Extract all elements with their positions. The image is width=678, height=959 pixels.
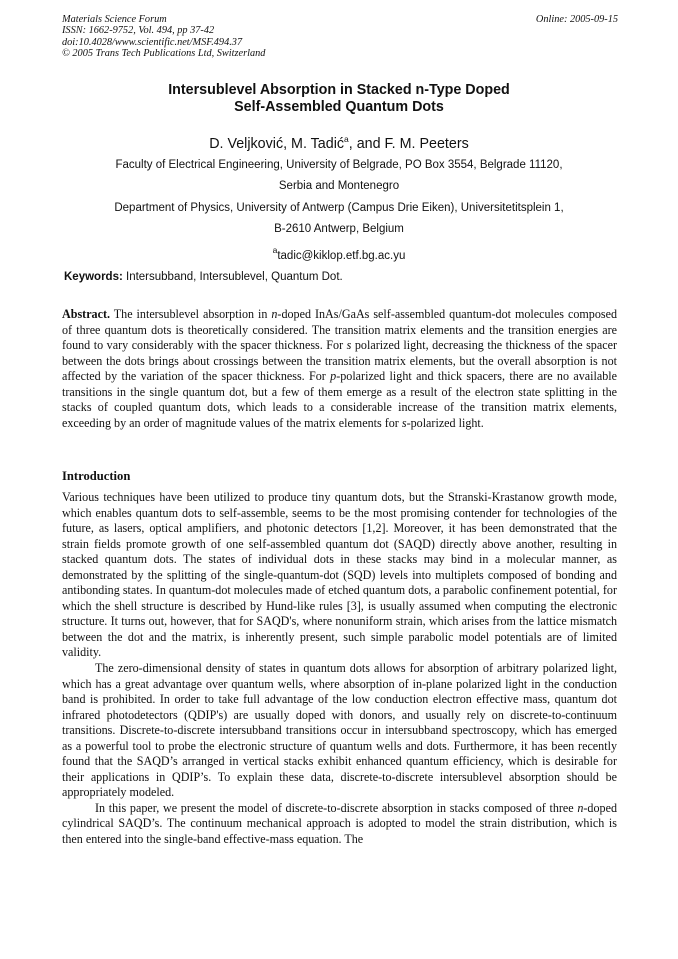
abstract-text-1: The intersublevel absorption in	[113, 307, 272, 321]
title-line-1: Intersublevel Absorption in Stacked n-Type Doped	[168, 82, 510, 98]
abstract-text-3: polarized light, decreasing the thickness of the spacer between the dots brings about crossings between the transition matrix elements, but the overall absorption is not affected by the variation of the spacer thickness. For	[62, 338, 617, 384]
intro-paragraph-3	[62, 801, 617, 848]
abstract-text-2: -doped InAs/GaAs self-assembled quantum-dot molecules composed of three quantum dots is theoretically considered. The transition matrix elements and the transition energies are found to vary considerably with the spacer thickness. For	[62, 307, 617, 353]
abstract-italic-n: n	[271, 307, 278, 321]
introduction-heading: Introduction	[62, 469, 131, 483]
abstract-italic-p: p	[330, 369, 337, 384]
email-superscript: a	[272, 245, 278, 256]
author-email[interactable]: tadic@kiklop.etf.bg.ac.yu	[277, 250, 406, 263]
affiliation-line-1: Faculty of Electrical Engineering, University of Belgrade, PO Box 3554, Belgrade 11120,	[115, 159, 563, 171]
issn-line: ISSN: 1662-9752, Vol. 494, pp 37-42	[62, 25, 215, 37]
paper-title	[62, 82, 616, 116]
intro-p3-text-1: In this paper, we present the model of discrete-to-discrete absorption in stacks composed of three	[95, 800, 578, 815]
abstract-text-5: -polarized light.	[406, 415, 484, 430]
affiliations	[62, 155, 616, 267]
keywords-line	[64, 270, 618, 284]
doi-line[interactable]: doi:10.4028/www.scientific.net/MSF.494.37	[62, 36, 243, 48]
intro-paragraph-2: The zero-dimensional density of states in quantum dots allows for absorption of arbitrary polarized light, which has a great advantage over quantum wells, where absorption of in-plane polarized light in the conduction band is prohibited. In order to take full advantage of the low conduction electron effective mass, quantum dot infrared photodetectors (QDIP's) are usually doped with donors, and usually rely on discrete-to-continuum transitions. Discrete-to-discrete intersubband transitions occur in intersubband spectroscopy, which has emerged as a powerful tool to probe the electronic structure of quantum wells and dots. Furthermore, it has been recently found that the SAQD’s arranged in vertical stacks exhibit enhanced quantum efficiency, which is desirable for their applications in QDIP’s. To explain these data, discrete-to-discrete intersublevel absorption should be appropriately modeled.	[62, 661, 617, 800]
keywords-text: Intersubband, Intersublevel, Quantum Dot.	[126, 271, 343, 283]
authors-part-2: , and F. M. Peeters	[348, 136, 469, 152]
affiliation-line-4: B-2610 Antwerp, Belgium	[274, 222, 404, 235]
keywords-label: Keywords:	[64, 271, 123, 283]
author-list	[62, 130, 616, 153]
abstract-label: Abstract.	[62, 307, 111, 321]
journal-name: Materials Science Forum	[62, 14, 167, 25]
author-superscript: a	[344, 134, 349, 144]
abstract-italic-s-1: s	[346, 338, 352, 353]
email-line	[62, 240, 616, 267]
intro-paragraph-1: Various techniques have been utilized to produce tiny quantum dots, but the Stranski-Krastanow growth mode, which enables quantum dots to self-assemble, seems to be the most promising contender for technologies of the future, as lasers, optical amplifiers, and photonic detectors [1,2]. Moreover, it has been demonstrated that the strain fields promote growth of one self-assembled quantum dot (SAQD) directly above another, resulting in stacked quantum dots. The states of individual dots in these stacks may bind in a molecular manner, as demonstrated by the splitting of the single-quantum-dot (SQD) levels into multiplets composed of bonding and antibonding states. In quantum-dot molecules made of etched quantum dots, a parabolic confinement potential, for which the shell structure is described by Hund-like rules [3], is usually assumed when computing the electronic structure. It turns out, however, that for SAQD's, where nonuniform strain, which arises from the lattice mismatch between the dot and the matrix, is inherently present, such simple parabolic model potentials are of limited validity.	[62, 490, 617, 660]
affiliation-line-3: Department of Physics, University of Antwerp (Campus Drie Eiken), Universitetitsplein 1,	[114, 201, 564, 214]
introduction-body	[62, 490, 617, 848]
title-line-2: Self-Assembled Quantum Dots	[234, 99, 444, 115]
online-date: Online: 2005-09-15	[535, 14, 618, 25]
journal-header	[62, 14, 618, 60]
abstract-paragraph	[62, 307, 617, 431]
intro-p3-italic-n: n	[577, 800, 584, 815]
copyright-line: © 2005 Trans Tech Publications Ltd, Switzerland	[62, 48, 266, 60]
abstract-text-4: -polarized light and thick spacers, there are no available transitions in the single quantum dot, but a few of them emerge as a result of the electron state splitting in the stacks of coupled quantum dots, which leads to a considerable increase of the transition matrix elements, exceeding by an order of magnitude values of the matrix elements for	[62, 369, 618, 430]
abstract-italic-s-2: s	[401, 415, 407, 430]
affiliation-line-2: Serbia and Montenegro	[278, 180, 400, 193]
authors-part-1: D. Veljković, M. Tadić	[209, 136, 345, 152]
intro-p3-text-2: -doped cylindrical SAQD’s. The continuum mechanical approach is adopted to model the strain distribution, which is then entered into the single-band effective-mass equation. The	[62, 800, 617, 847]
